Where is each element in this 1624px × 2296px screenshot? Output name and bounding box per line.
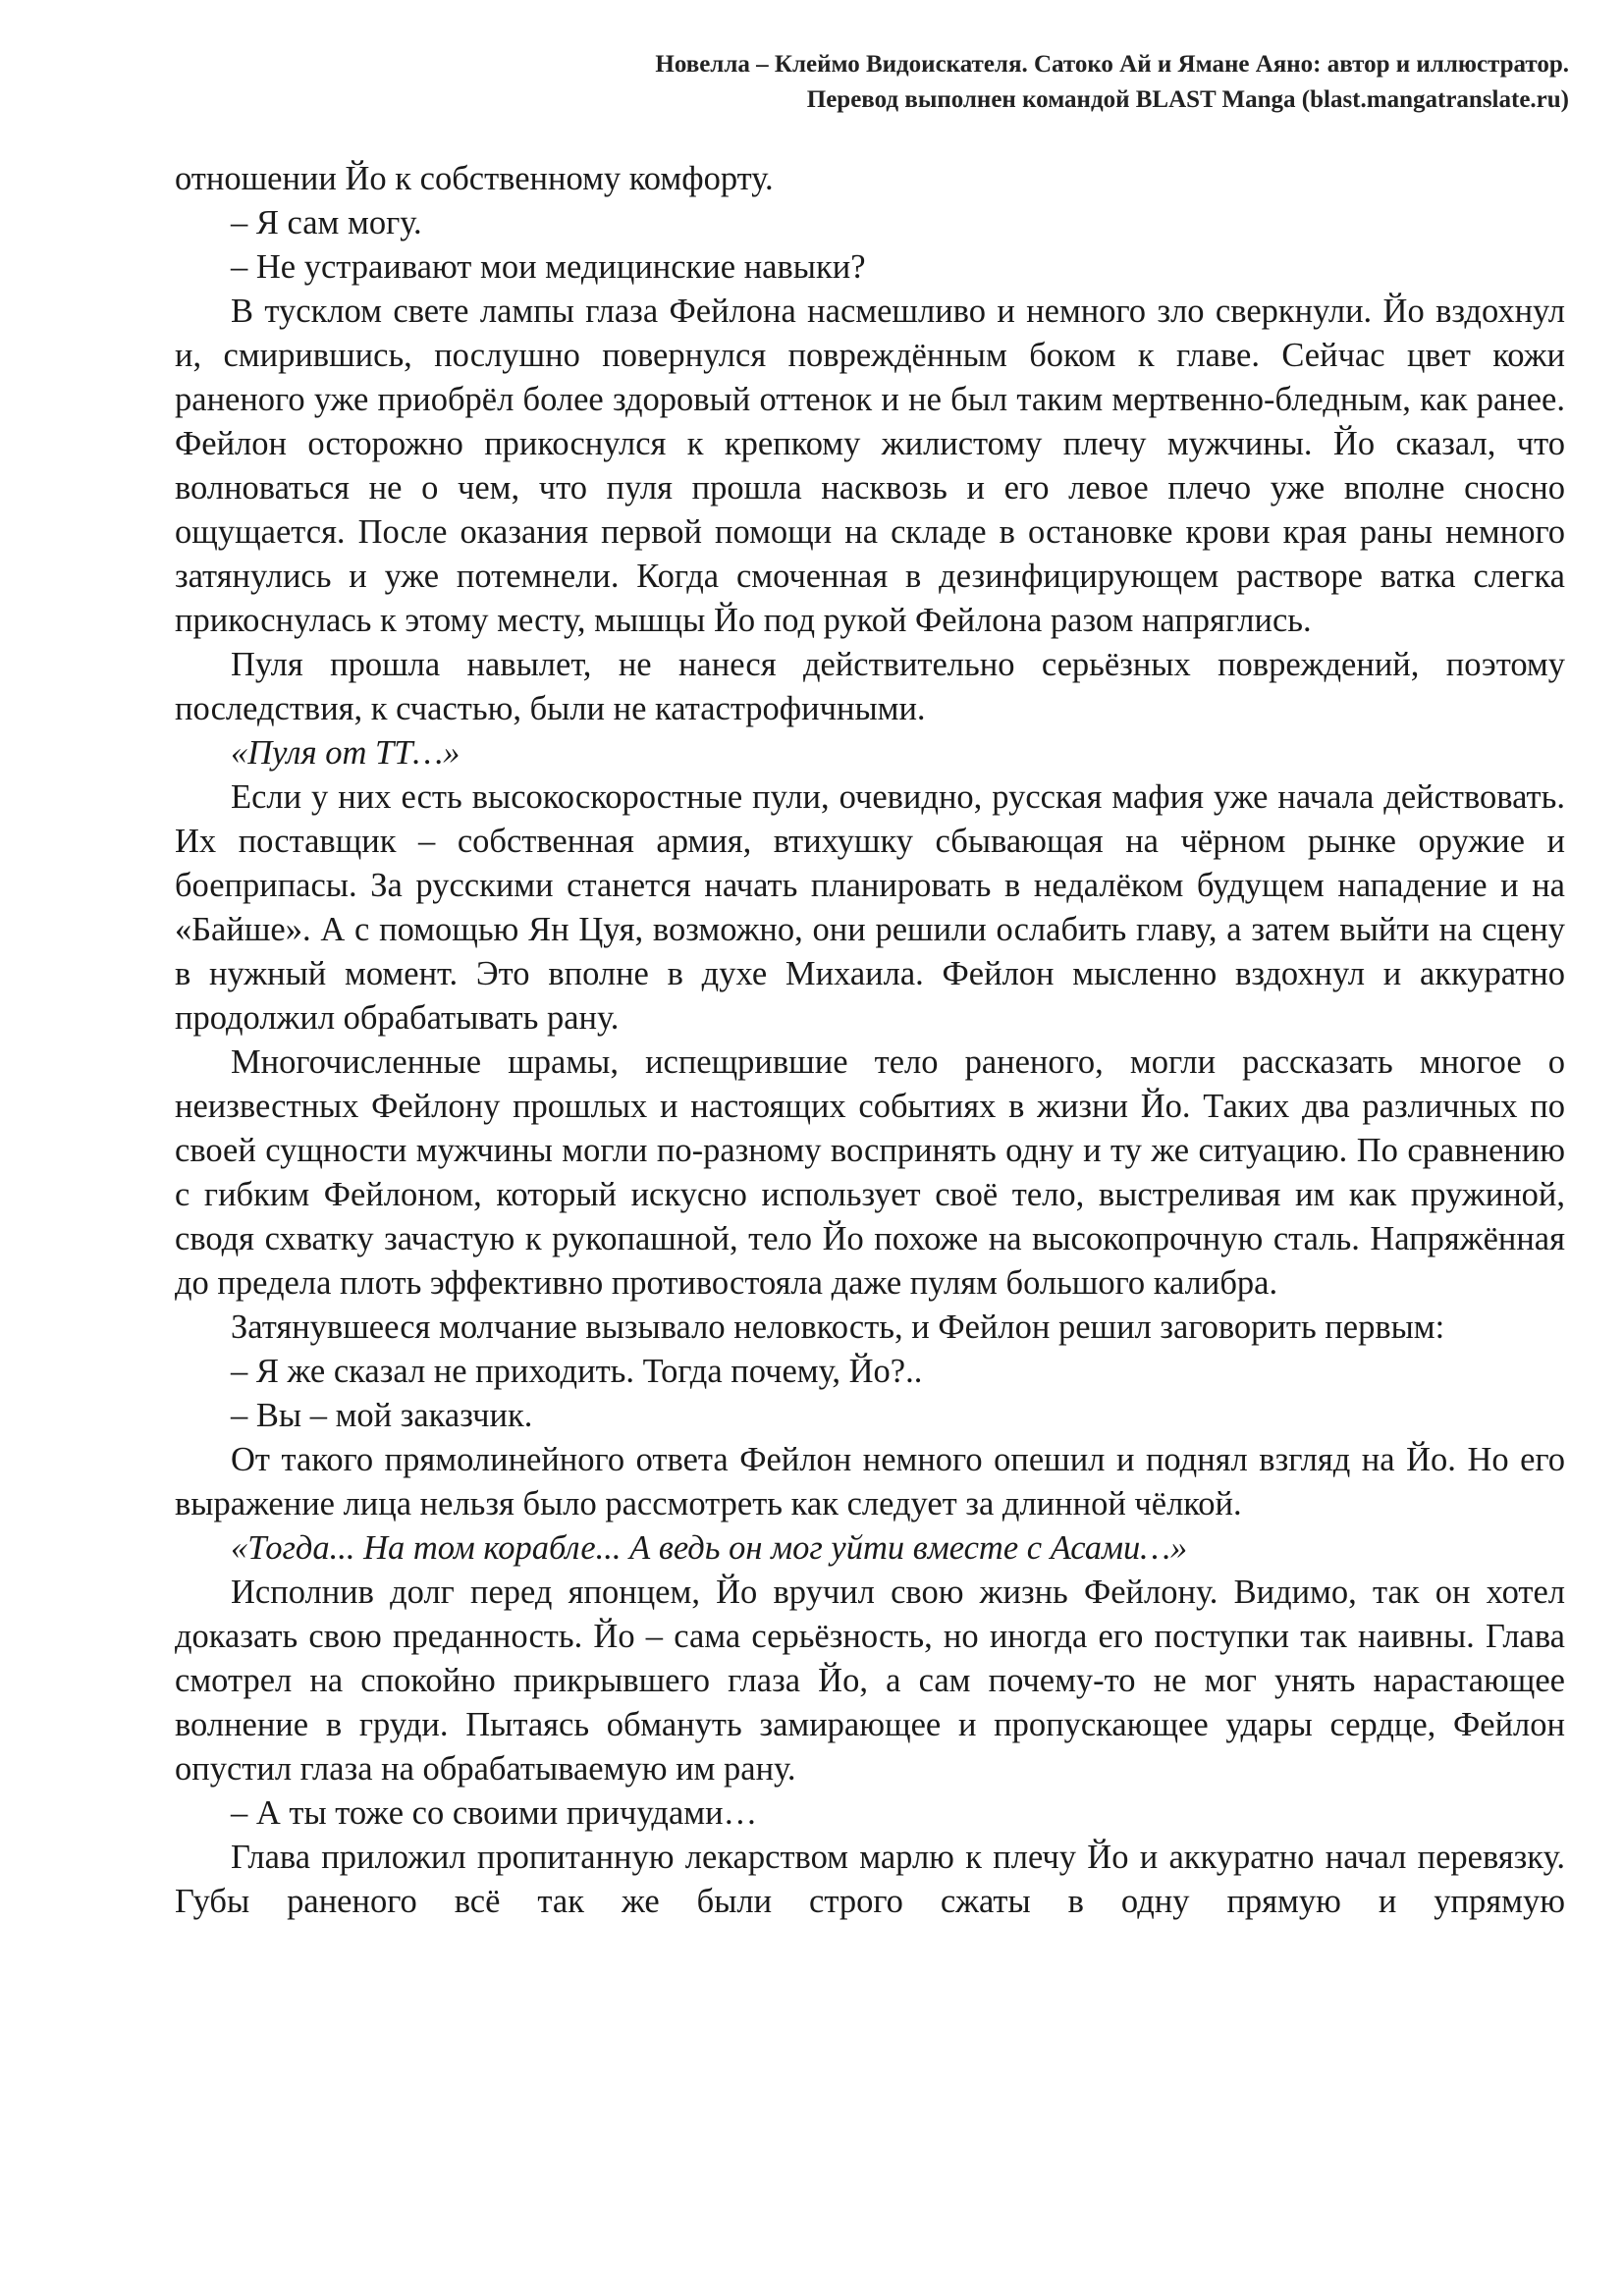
body-text	[175, 157, 1565, 1924]
paragraph: Многочисленные шрамы, испещрившие тело раненого, могли рассказать многое о неизвестных Фейлону прошлых и настоящих событиях в жизни Йо. Таких два различных по своей сущности мужчины могли по-разному воспринять одну и ту же ситуацию. По сравнению с гибким Фейлоном, который искусно использует своё тело, выстреливая им как пружиной, сводя схватку зачастую к рукопашной, тело Йо похоже на высокопрочную сталь. Напряжённая до предела плоть эффективно противостояла даже пулям большого калибра.	[175, 1043, 1565, 1302]
header-line-title: Новелла – Клеймо Видоискателя. Сатоко Ай и Ямане Аяно: автор и иллюстратор.	[655, 51, 1569, 78]
dialogue-line: – Я сам могу.	[231, 204, 422, 241]
paragraph: Исполнив долг перед японцем, Йо вручил свою жизнь Фейлону. Видимо, так он хотел доказать свою преданность. Йо – сама серьёзность, но иногда его поступки так наивны. Глава смотрел на спокойно прикрывшего глаза Йо, а сам почему-то не мог унять нарастающее волнение в груди. Пытаясь обмануть замирающее и пропускающее удары сердце, Фейлон опустил глаза на обрабатываемую им рану.	[175, 1574, 1565, 1788]
paragraph: отношении Йо к собственному комфорту.	[175, 160, 774, 197]
paragraph: От такого прямолинейного ответа Фейлон немного опешил и поднял взгляд на Йо. Но его выражение лица нельзя было рассмотреть как следует за длинной чёлкой.	[175, 1441, 1565, 1522]
paragraph: В тусклом свете лампы глаза Фейлона насмешливо и немного зло сверкнули. Йо вздохнул и, смирившись, послушно повернулся повреждённым боком к главе. Сейчас цвет кожи раненого уже приобрёл более здоровый оттенок и не был таким мертвенно-бледным, как ранее. Фейлон осторожно прикоснулся к крепкому жилистому плечу мужчины. Йо сказал, что волноваться не о чем, что пуля прошла насквозь и его левое плечо уже вполне сносно ощущается. После оказания первой помощи на складе в остановке крови края раны немного затянулись и уже потемнели. Когда смоченная в дезинфицирующем растворе ватка слегка прикоснулась к этому месту, мышцы Йо под рукой Фейлона разом напряглись.	[175, 293, 1565, 639]
dialogue-line: – А ты тоже со своими причудами…	[231, 1794, 758, 1832]
paragraph: Пуля прошла навылет, не нанеся действительно серьёзных повреждений, поэтому последствия, к счастью, были не катастрофичными.	[175, 646, 1565, 727]
dialogue-line: – Не устраивают мои медицинские навыки?	[231, 248, 866, 286]
dialogue-line: – Вы – мой заказчик.	[231, 1397, 533, 1434]
page-header	[194, 47, 1569, 118]
paragraph: Затянувшееся молчание вызывало неловкость, и Фейлон решил заговорить первым:	[231, 1308, 1445, 1346]
thought-line: «Пуля от ТТ…»	[231, 734, 460, 772]
dialogue-line: – Я же сказал не приходить. Тогда почему, Йо?..	[231, 1353, 923, 1390]
thought-line: «Тогда... На том корабле... А ведь он мог уйти вместе с Асами…»	[231, 1529, 1188, 1567]
paragraph: Если у них есть высокоскоростные пули, очевидно, русская мафия уже начала действовать. Их поставщик – собственная армия, втихушку сбывающая на чёрном рынке оружие и боеприпасы. За русскими станется начать планировать в недалёком будущем нападение и на «Байше». А с помощью Ян Цуя, возможно, они решили ослабить главу, а затем выйти на сцену в нужный момент. Это вполне в духе Михаила. Фейлон мысленно вздохнул и аккуратно продолжил обрабатывать рану.	[175, 778, 1565, 1037]
header-line-credits: Перевод выполнен командой BLAST Manga (blast.mangatranslate.ru)	[806, 86, 1569, 113]
paragraph: Глава приложил пропитанную лекарством марлю к плечу Йо и аккуратно начал перевязку. Губы раненого всё так же были строго сжаты в одну прямую и упрямую	[175, 1839, 1565, 1920]
